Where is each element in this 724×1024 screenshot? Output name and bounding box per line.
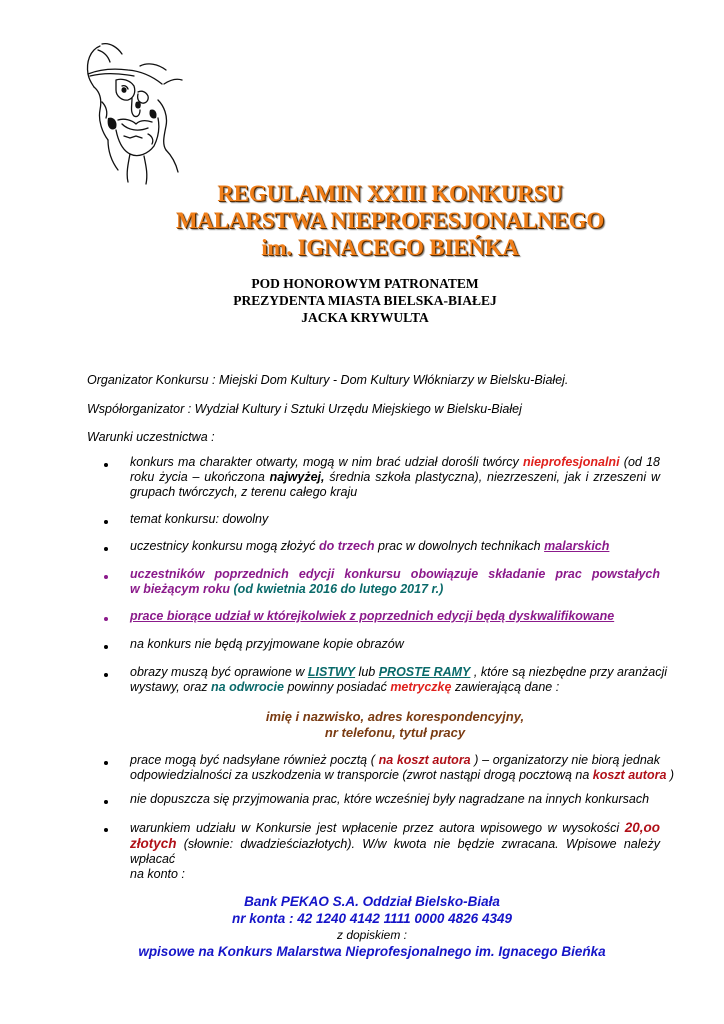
- patronage-line-3: JACKA KRYWULTA: [301, 310, 429, 325]
- document-title: [150, 180, 630, 261]
- item-text: odpowiedzialności za uszkodzenia w transporcie (zwrot nastąpi drogą pocztową na: [130, 768, 593, 782]
- transfer-note-label: z dopiskiem :: [336, 928, 408, 942]
- item-line: [130, 768, 675, 783]
- item-text: prace mogą być nadsyłane również pocztą (: [130, 753, 379, 767]
- item-line: [130, 470, 660, 485]
- portrait-sketch-image: [78, 40, 190, 185]
- item-text: (słownie: dwadzieściazłotych). W/w kwota nie będzie zwracana. Wpisowe należy wpłacać: [130, 837, 660, 866]
- condition-item-previous-participants: [130, 567, 660, 597]
- item-line: prace biorące udział w którejkolwiek z poprzednich edycji będą dyskwalifikowane: [130, 609, 615, 623]
- title-line-2: MALARSTWA NIEPROFESJONALNEGO: [175, 208, 605, 233]
- label-requirements: [130, 709, 660, 741]
- bullet-icon: [104, 800, 108, 804]
- item-highlight: metryczkę: [390, 680, 452, 694]
- condition-item-no-awarded-works: [130, 792, 660, 807]
- item-highlight: PROSTE RAMY: [378, 665, 471, 679]
- item-line: uczestników poprzednich edycji konkursu obowiązuje składanie prac powstałych: [130, 567, 660, 581]
- item-text: wystawy, oraz: [130, 680, 212, 694]
- item-line: temat konkursu: dowolny: [130, 512, 269, 526]
- item-line: [130, 665, 668, 680]
- item-text: lub: [355, 665, 379, 679]
- coorganizer-text: Współorganizator : Wydział Kultury i Sztuki Urzędu Miejskiego w Bielsku-Białej: [87, 402, 522, 416]
- condition-item-max-works: [130, 539, 660, 554]
- item-text: uczestnicy konkursu mogą złożyć: [130, 539, 319, 553]
- patronage-line-1: POD HONOROWYM PATRONATEM: [251, 276, 479, 291]
- item-text: obrazy muszą być oprawione w: [130, 665, 308, 679]
- condition-item-open-contest: [130, 455, 660, 500]
- item-text: ) – organizatorzy nie biorą jednak: [470, 753, 660, 767]
- item-line: grupach twórczych, z terenu całego kraju: [130, 485, 358, 499]
- condition-item-postal-shipping: [130, 753, 675, 783]
- title-line-1: REGULAMIN XXIII KONKURSU: [217, 181, 563, 206]
- item-highlight: do trzech: [318, 539, 379, 553]
- bullet-icon: [104, 828, 108, 832]
- item-highlight: złotych: [130, 836, 177, 851]
- item-highlight: malarskich: [544, 539, 610, 553]
- item-line: [130, 582, 660, 597]
- item-text: konkurs ma charakter otwarty, mogą w nim brać udział dorośli twórcy: [130, 455, 523, 469]
- bullet-icon: [104, 645, 108, 649]
- condition-item-topic: [130, 512, 660, 527]
- item-line: [130, 820, 660, 836]
- item-text: ): [666, 768, 675, 782]
- item-line: nie dopuszcza się przyjmowania prac, które wcześniej były nagradzane na innych konkursach: [130, 792, 650, 806]
- item-highlight: (od kwietnia 2016 do lutego 2017 r.): [233, 582, 444, 596]
- item-highlight: koszt autora: [592, 768, 667, 782]
- item-line: [130, 753, 660, 768]
- condition-item-entry-fee: [130, 820, 660, 882]
- item-highlight: na koszt autora: [378, 753, 471, 767]
- item-highlight: w bieżącym roku: [130, 582, 234, 596]
- item-line: [130, 680, 660, 695]
- item-line: [130, 539, 660, 554]
- item-highlight: nieprofesjonalni: [523, 455, 620, 469]
- bullet-icon: [104, 761, 108, 765]
- item-text: , które są niezbędne przy aranżacji: [470, 665, 668, 679]
- bullet-icon: [104, 575, 108, 579]
- item-text: warunkiem udziału w Konkursie jest wpłacenie przez autora wpisowego w wysokości: [130, 821, 625, 835]
- bullet-icon: [104, 547, 108, 551]
- bullet-icon: [104, 673, 108, 677]
- item-text: powinny posiadać: [283, 680, 391, 694]
- label-requirements-line-1: imię i nazwisko, adres korespondencyjny,: [265, 709, 525, 724]
- conditions-heading: Warunki uczestnictwa :: [87, 430, 215, 444]
- item-highlight: LISTWY: [307, 665, 356, 679]
- item-highlight: 20,oo: [624, 820, 660, 835]
- item-line: [130, 455, 660, 470]
- condition-item-framing: [130, 665, 668, 695]
- item-line: na konto :: [130, 867, 185, 881]
- title-line-3: im. IGNACEGO BIEŃKA: [261, 235, 519, 260]
- label-requirements-line-2: nr telefonu, tytuł pracy: [324, 725, 466, 740]
- condition-item-no-copies: [130, 637, 660, 652]
- item-text: (od 18: [619, 455, 660, 469]
- condition-item-disqualification: [130, 609, 660, 624]
- item-line: [130, 836, 660, 867]
- patronage-line-2: PREZYDENTA MIASTA BIELSKA-BIAŁEJ: [233, 293, 497, 308]
- bullet-icon: [104, 520, 108, 524]
- item-highlight: najwyżej,: [269, 470, 325, 484]
- item-highlight: na odwrocie: [211, 680, 284, 694]
- bank-details: [87, 893, 657, 960]
- item-text: średnia szkoła plastyczna), niezrzeszeni, jak i zrzeszeni w: [324, 470, 660, 484]
- bullet-icon: [104, 463, 108, 467]
- patronage-block: [200, 275, 530, 326]
- item-text: prac w dowolnych technikach: [378, 539, 545, 553]
- organizer-text: Organizator Konkursu : Miejski Dom Kultury - Dom Kultury Włókniarzy w Bielsku-Białej.: [87, 373, 569, 387]
- item-line: na konkurs nie będą przyjmowane kopie obrazów: [130, 637, 404, 651]
- bank-name: Bank PEKAO S.A. Oddział Bielsko-Biała: [244, 894, 500, 909]
- transfer-memo: wpisowe na Konkurs Malarstwa Nieprofesjonalnego im. Ignacego Bieńka: [138, 944, 606, 959]
- item-text: roku życia – ukończona: [130, 470, 270, 484]
- bullet-icon: [104, 617, 108, 621]
- bank-account-number: nr konta : 42 1240 4142 1111 0000 4826 4349: [232, 911, 512, 926]
- item-text: zawierającą dane :: [451, 680, 560, 694]
